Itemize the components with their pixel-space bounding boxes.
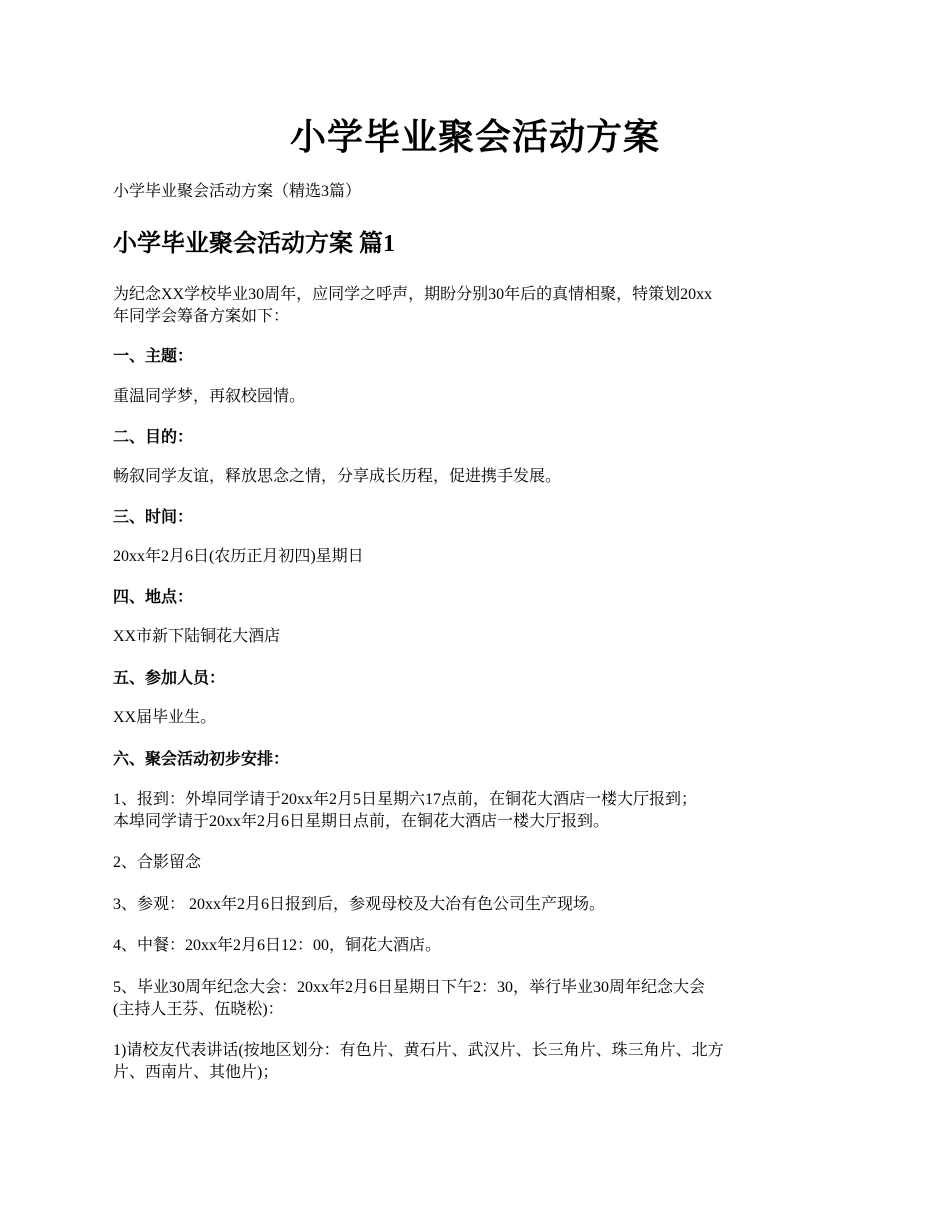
arrangement-label: 六、聚会活动初步安排： xyxy=(113,751,290,768)
document-title: 小学毕业聚会活动方案 xyxy=(289,117,660,157)
item-2: 2、合影留念 xyxy=(113,854,202,871)
purpose-label: 二、目的： xyxy=(113,429,194,446)
time-label: 三、时间： xyxy=(113,509,194,526)
item-5-line-2: (主持人王芬、伍晓松)： xyxy=(113,1001,284,1018)
intro-line-2: 年同学会筹备方案如下： xyxy=(113,308,290,325)
location-label: 四、地点： xyxy=(113,589,194,606)
purpose-text: 畅叙同学友谊，释放思念之情，分享成长历程，促进携手发展。 xyxy=(113,468,562,485)
item-4: 4、中餐：20xx年2月6日12：00，铜花大酒店。 xyxy=(113,937,442,954)
theme-text: 重温同学梦，再叙校园情。 xyxy=(113,388,306,405)
time-text: 20xx年2月6日(农历正月初四)星期日 xyxy=(113,548,364,565)
attendees-label: 五、参加人员： xyxy=(113,670,226,687)
attendees-text: XX届毕业生。 xyxy=(113,709,217,726)
item-1-line-1: 1、报到：外埠同学请于20xx年2月5日星期六17点前，在铜花大酒店一楼大厅报到； xyxy=(113,791,698,808)
item-3: 3、参观： 20xx年2月6日报到后，参观母校及大冶有色公司生产现场。 xyxy=(113,896,606,913)
theme-label: 一、主题： xyxy=(113,348,194,365)
item-5-line-1: 5、毕业30周年纪念大会：20xx年2月6日星期日下午2：30，举行毕业30周年纪念大会 xyxy=(113,979,706,996)
location-text: XX市新下陆铜花大酒店 xyxy=(113,628,281,645)
item-1-line-2: 本埠同学请于20xx年2月6日星期日点前，在铜花大酒店一楼大厅报到。 xyxy=(113,813,610,830)
document-subtitle: 小学毕业聚会活动方案（精选3篇） xyxy=(113,183,362,200)
intro-line-1: 为纪念XX学校毕业30周年，应同学之呼声，期盼分别30年后的真情相聚，特策划20xx xyxy=(113,286,713,303)
section-heading: 小学毕业聚会活动方案 篇1 xyxy=(113,231,395,257)
sub-item-1-line-1: 1)请校友代表讲话(按地区划分：有色片、黄石片、武汉片、长三角片、珠三角片、北方 xyxy=(113,1042,724,1059)
sub-item-1-line-2: 片、西南片、其他片)； xyxy=(113,1064,279,1081)
